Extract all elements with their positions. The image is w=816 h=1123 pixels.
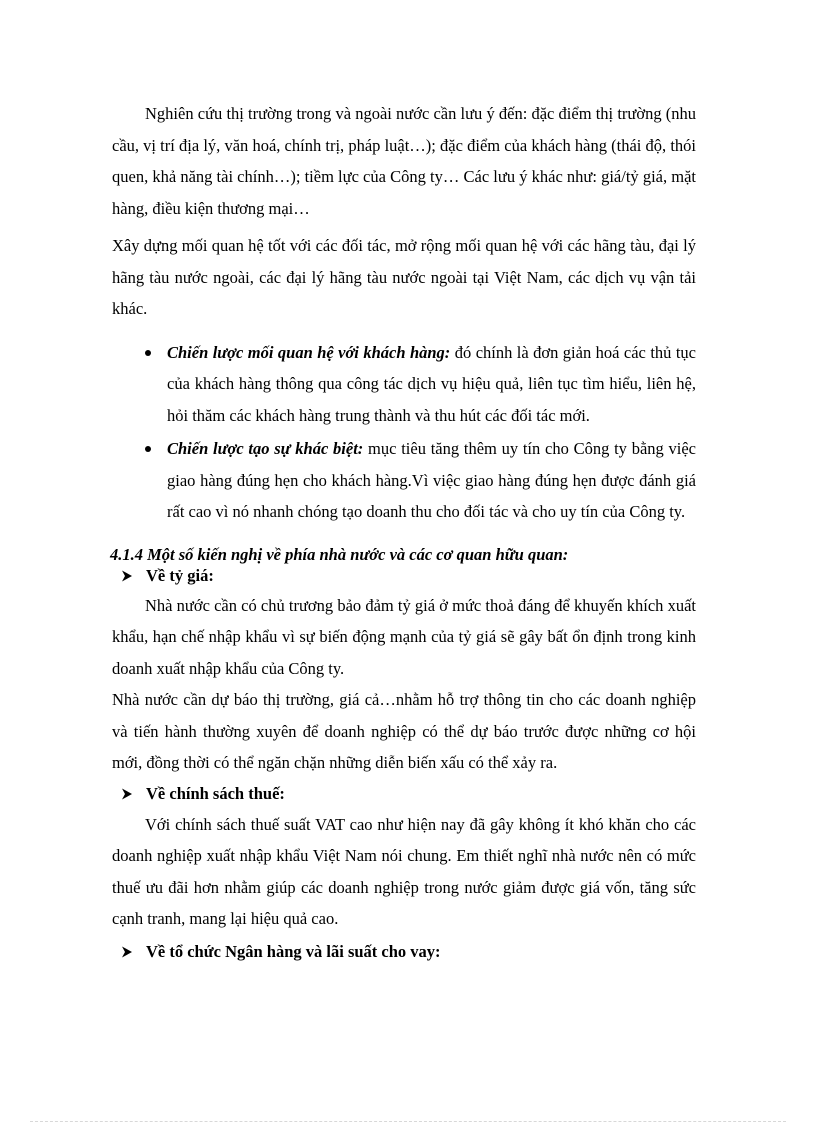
list-item bbox=[112, 337, 696, 432]
arrowhead-bullet-icon bbox=[122, 946, 132, 957]
paragraph-tax: Với chính sách thuế suất VAT cao như hiện nay đã gây không ít khó khăn cho các doanh nghiệp xuất nhập khẩu Việt Nam nói chung. Em thiết nghĩ nhà nước nên có mức thuế ưu đãi hơn nhằm giúp các doanh nghiệp trong nước giảm được giá vốn, tăng sức cạnh tranh, mang lại hiệu quả cao. bbox=[112, 814, 696, 928]
bullet-icon bbox=[145, 446, 151, 452]
bullet-icon bbox=[145, 350, 151, 356]
arrowhead-bullet-icon bbox=[122, 788, 132, 799]
subheading-tax-policy: Về chính sách thuế: bbox=[112, 779, 696, 809]
subheading-exchange-rate: Về tỷ giá: bbox=[112, 566, 696, 586]
strategy-title: Chiến lược mối quan hệ với khách hàng: bbox=[167, 342, 451, 362]
list-item bbox=[112, 433, 696, 528]
paragraph-relationships: Xây dựng mối quan hệ tốt với các đối tác, mở rộng mối quan hệ với các hãng tàu, đại lý hãng tàu nước ngoài, các đại lý hãng tàu nước ngoài tại Việt Nam, các dịch vụ vận tải khác. bbox=[112, 236, 696, 318]
document-page bbox=[112, 98, 696, 967]
strategy-text: đó chính là đơn giản hoá các thủ tục của khách hàng thông qua công tác dịch vụ hiệu quả, liên tục tìm hiểu, liên hệ, hỏi thăm các khách hàng trung thành và thu hút các đối tác mới. bbox=[167, 342, 697, 425]
section-heading: 4.1.4 Một số kiến nghị về phía nhà nước và các cơ quan hữu quan: bbox=[110, 544, 569, 564]
paragraph-exchange-1: Nhà nước cần có chủ trương bảo đảm tỷ giá ở mức thoả đáng để khuyến khích xuất khẩu, hạn chế nhập khẩu vì sự biến động mạnh của tỷ giá sẽ gây bất ổn định trong kinh doanh xuất nhập khẩu của Công ty. bbox=[112, 595, 696, 678]
strategy-list bbox=[112, 337, 696, 528]
paragraph-market-research: Nghiên cứu thị trường trong và ngoài nước cần lưu ý đến: đặc điểm thị trường (nhu cầu, vị trí địa lý, văn hoá, chính trị, pháp luật…); đặc điểm của khách hàng (thái độ, thói quen, khả năng tài chính…); tiềm lực của Công ty… Các lưu ý khác như: giá/tỷ giá, mặt hàng, điều kiện thương mại… bbox=[112, 104, 696, 218]
paragraph-exchange-2: Nhà nước cần dự báo thị trường, giá cả…nhằm hỗ trợ thông tin cho các doanh nghiệp và tiến hành thường xuyên để doanh nghiệp có thể dự báo trước được những cơ hội mới, đồng thời có thể ngăn chặn những diễn biến xấu có thể xảy ra. bbox=[112, 690, 696, 772]
page-bottom-divider bbox=[30, 1121, 786, 1122]
strategy-title: Chiến lược tạo sự khác biệt: bbox=[167, 439, 364, 458]
strategy-text: mục tiêu tăng thêm uy tín cho Công ty bằng việc giao hàng đúng hẹn cho khách hàng.Vì việc giao hàng đúng hẹn được đánh giá rất cao vì nó nhanh chóng tạo doanh thu cho đối tác và cho uy tín của Công ty. bbox=[167, 439, 696, 521]
subheading-bank-interest: Về tổ chức Ngân hàng và lãi suất cho vay: bbox=[112, 937, 696, 967]
arrowhead-bullet-icon bbox=[122, 570, 132, 581]
